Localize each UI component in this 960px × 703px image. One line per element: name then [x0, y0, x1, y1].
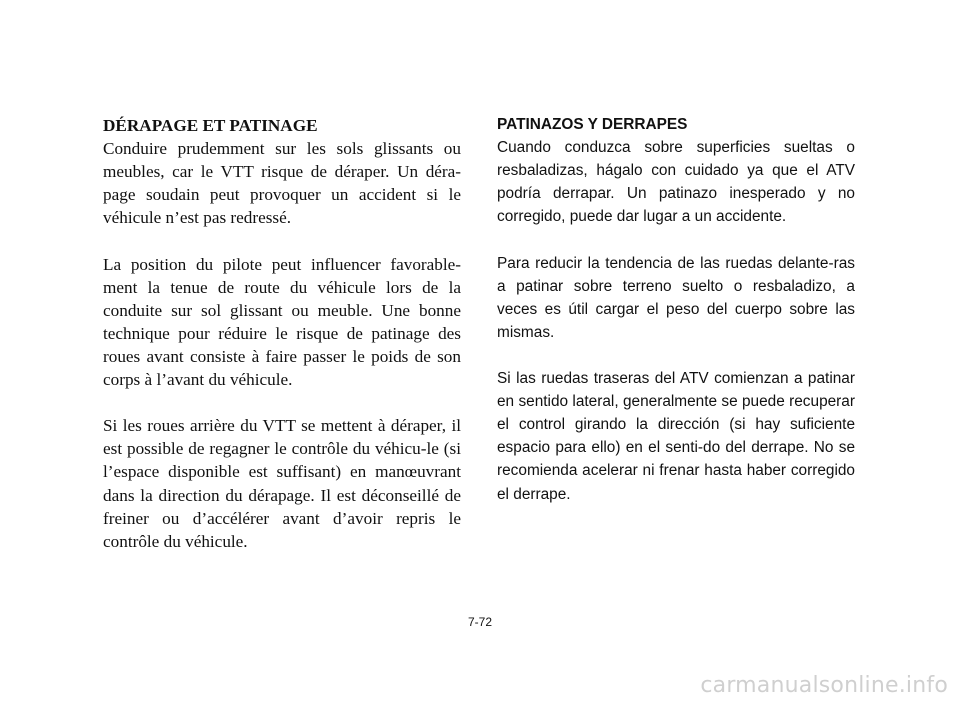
- spanish-column: [497, 113, 855, 506]
- spanish-paragraph-3: Si las ruedas traseras del ATV comienzan a patinar en sentido lateral, generalmente se puede recuperar el control girando la dirección (si hay suficiente espacio para ello) en el senti-do del derrape. No se recomienda acelerar ni frenar hasta haber corregido el derrape.: [497, 370, 855, 503]
- spanish-heading: PATINAZOS Y DERRAPES: [497, 116, 688, 133]
- page-number: 7-72: [467, 615, 493, 629]
- french-heading: DÉRAPAGE ET PATINAGE: [103, 116, 318, 135]
- spanish-paragraph-2: Para reducir la tendencia de las ruedas delante-ras a patinar sobre terreno suelto o resbaladizo, a veces es útil cargar el peso del cuerpo sobre las mismas.: [497, 254, 855, 341]
- spanish-paragraph-1: Cuando conduzca sobre superficies sueltas o resbaladizas, hágalo con cuidado ya que el ATV podría derrapar. Un patinazo inesperado y no corregido, puede dar lugar a un accidente.: [497, 139, 855, 226]
- french-column: [103, 114, 461, 553]
- french-paragraph-1: Conduire prudemment sur les sols glissants ou meubles, car le VTT risque de déraper. Un déra-page soudain peut provoquer un accident si le véhicule n’est pas redressé.: [103, 139, 461, 228]
- watermark-logo: carmanualsonline.info: [700, 673, 948, 698]
- french-paragraph-3: Si les roues arrière du VTT se mettent à déraper, il est possible de regagner le contrôle du véhicu-le (si l’espace disponible est suffisant) en manœuvrant dans la direction du dérapage. Il est déconseillé de freiner ou d’accélérer avant d’avoir repris le contrôle du véhicule.: [103, 416, 461, 551]
- french-paragraph-2: La position du pilote peut influencer favorable-ment la tenue de route du véhicule lors de la conduite sur sol glissant ou meuble. Une bonne technique pour réduire le risque de patinage des roues avant consiste à faire passer le poids de son corps à l’avant du véhicule.: [103, 254, 461, 390]
